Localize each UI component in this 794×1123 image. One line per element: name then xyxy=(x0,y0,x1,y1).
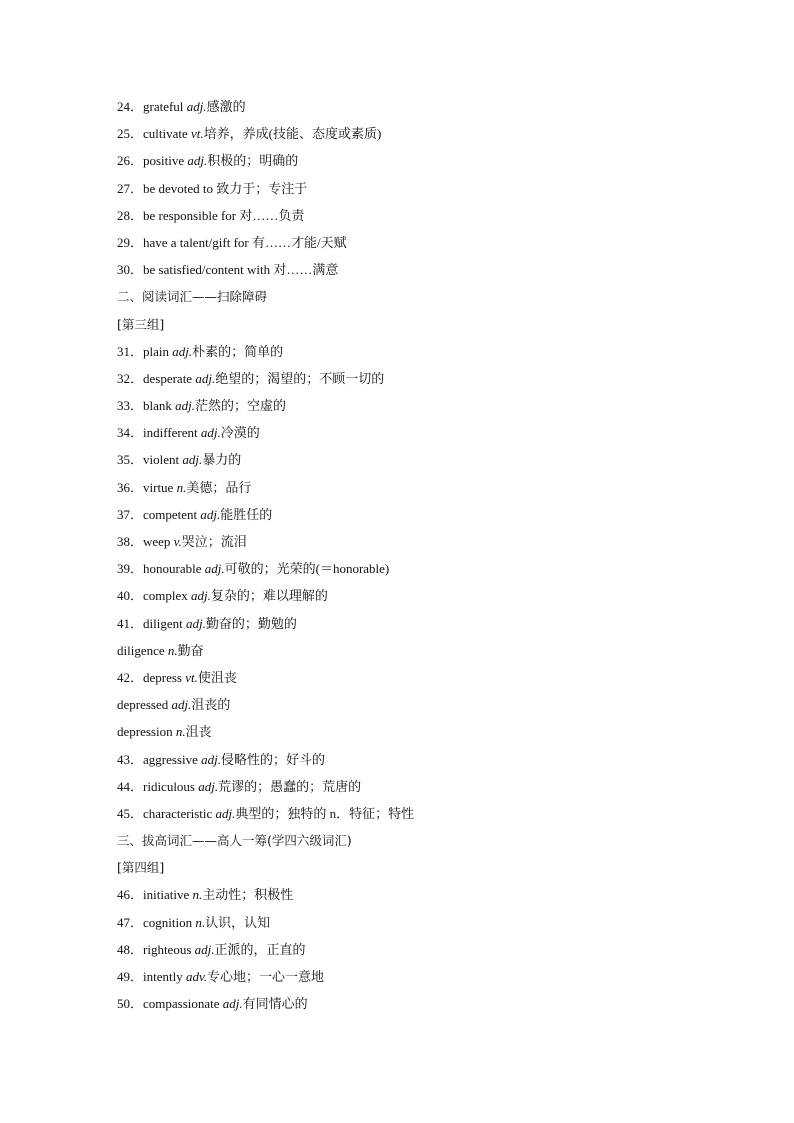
entry-word: 45．characteristic xyxy=(117,805,216,821)
entry-word: 38．weep xyxy=(117,534,174,549)
section-heading xyxy=(117,827,757,854)
part-of-speech: adj. xyxy=(215,805,236,821)
entry-meaning: 美德；品行 xyxy=(186,479,252,495)
part-of-speech: adj. xyxy=(172,343,193,359)
entry-meaning: 侵略性的；好斗的 xyxy=(221,751,326,767)
entry-word: 28．be responsible for 对……负责 xyxy=(117,207,305,223)
entry-word: depression xyxy=(117,724,176,740)
entry-meaning: 主动性；积极性 xyxy=(202,887,294,903)
vocab-entry xyxy=(117,909,757,936)
part-of-speech: adj. xyxy=(195,370,216,386)
part-of-speech: n. xyxy=(192,887,203,903)
entry-meaning: 能胜任的 xyxy=(220,506,273,522)
part-of-speech: adj. xyxy=(191,588,211,604)
part-of-speech: adj. xyxy=(200,425,221,441)
entry-meaning: 沮丧 xyxy=(185,724,212,740)
entry-meaning: 勤奋 xyxy=(177,642,204,658)
derived-word-line xyxy=(117,637,757,664)
vocab-entry xyxy=(117,147,757,174)
vocab-entry xyxy=(117,93,757,120)
derived-word-line xyxy=(117,691,757,718)
entry-meaning: 勤奋的；勤勉的 xyxy=(205,615,297,631)
part-of-speech: adj. xyxy=(200,506,221,522)
entry-word: 47．cognition xyxy=(117,914,196,930)
vocabulary-list xyxy=(117,93,757,1017)
entry-word: 48．righteous xyxy=(117,941,195,957)
part-of-speech: n. xyxy=(167,642,178,658)
part-of-speech: n. xyxy=(176,479,187,495)
part-of-speech: adj. xyxy=(222,996,243,1012)
entry-word: 27．be devoted to 致力于；专注于 xyxy=(117,180,308,196)
part-of-speech: adj. xyxy=(187,153,208,169)
vocab-entry xyxy=(117,202,757,229)
entry-meaning: 暴力的 xyxy=(202,452,242,468)
entry-word: 29．have a talent/gift for 有……才能/天赋 xyxy=(117,234,347,250)
vocab-entry xyxy=(117,175,757,202)
vocab-entry xyxy=(117,419,757,446)
entry-word: 30．be satisfied/content with 对……满意 xyxy=(117,262,339,278)
entry-word: [第四组] xyxy=(117,860,165,876)
entry-meaning: 典型的；独特的 n．特征；特性 xyxy=(235,805,415,821)
part-of-speech: adj. xyxy=(185,615,206,631)
part-of-speech: adj. xyxy=(198,778,219,794)
part-of-speech: adj. xyxy=(171,697,192,713)
entry-word: 36．virtue xyxy=(117,479,177,495)
part-of-speech: adj. xyxy=(175,398,196,414)
vocab-entry xyxy=(117,773,757,800)
entry-meaning: 茫然的；空虚的 xyxy=(195,398,287,414)
entry-meaning: 冷漠的 xyxy=(220,425,260,441)
entry-meaning: 正派的，正直的 xyxy=(214,941,306,957)
entry-word: 46．initiative xyxy=(117,887,193,903)
entry-word: 44．ridiculous xyxy=(117,778,199,794)
entry-word: 二、阅读词汇——扫除障碍 xyxy=(117,289,268,305)
part-of-speech: vt. xyxy=(191,126,204,142)
entry-meaning: 绝望的；渴望的；不顾一切的 xyxy=(215,370,385,386)
vocab-entry xyxy=(117,746,757,773)
entry-word: 50．compassionate xyxy=(117,996,223,1012)
vocab-entry xyxy=(117,963,757,990)
vocab-entry xyxy=(117,256,757,283)
vocab-entry xyxy=(117,501,757,528)
part-of-speech: n. xyxy=(175,724,186,740)
entry-word: 37．competent xyxy=(117,506,201,522)
entry-word: 32．desperate xyxy=(117,370,196,386)
part-of-speech: adj. xyxy=(182,452,203,468)
part-of-speech: adj. xyxy=(204,561,225,577)
entry-word: 33．blank xyxy=(117,398,176,414)
vocab-entry xyxy=(117,338,757,365)
vocab-entry xyxy=(117,229,757,256)
entry-meaning: 培养，养成(技能、态度或素质) xyxy=(203,126,382,142)
entry-word: 31．plain xyxy=(117,343,173,359)
entry-meaning: 哭泣；流泪 xyxy=(181,534,247,549)
entry-word: diligence xyxy=(117,642,168,658)
part-of-speech: adj. xyxy=(201,751,221,767)
vocab-entry xyxy=(117,664,757,691)
group-label xyxy=(117,311,757,338)
vocab-entry xyxy=(117,610,757,637)
entry-word: 42．depress xyxy=(117,669,186,685)
vocab-entry xyxy=(117,474,757,501)
entry-meaning: 沮丧的 xyxy=(191,697,231,713)
entry-meaning: 认识，认知 xyxy=(205,914,271,930)
entry-word: 43．aggressive xyxy=(117,751,202,767)
vocab-entry xyxy=(117,800,757,827)
entry-word: 26．positive xyxy=(117,153,188,169)
entry-meaning: 积极的；明确的 xyxy=(207,153,299,169)
entry-meaning: 荒谬的；愚蠢的；荒唐的 xyxy=(218,778,362,794)
group-label xyxy=(117,854,757,881)
vocab-entry xyxy=(117,528,757,555)
entry-word: 49．intently xyxy=(117,969,186,984)
vocab-entry xyxy=(117,120,757,147)
entry-word: 35．violent xyxy=(117,452,183,468)
entry-meaning: 复杂的；难以理解的 xyxy=(210,588,328,604)
entry-meaning: 专心地；一心一意地 xyxy=(207,969,325,984)
part-of-speech: vt. xyxy=(185,669,198,685)
entry-word: 40．complex xyxy=(117,588,192,604)
vocab-entry xyxy=(117,555,757,582)
vocab-entry xyxy=(117,936,757,963)
entry-word: 24．grateful xyxy=(117,99,187,114)
entry-meaning: 可敬的；光荣的(＝honorable) xyxy=(224,561,390,577)
vocab-entry xyxy=(117,446,757,473)
entry-meaning: 朴素的；简单的 xyxy=(192,343,284,359)
entry-word: 39．honourable xyxy=(117,561,205,577)
vocab-entry xyxy=(117,881,757,908)
derived-word-line xyxy=(117,718,757,745)
vocab-entry xyxy=(117,365,757,392)
entry-word: 41．diligent xyxy=(117,615,186,631)
entry-word: [第三组] xyxy=(117,316,165,332)
part-of-speech: adj. xyxy=(194,941,215,957)
vocab-entry xyxy=(117,990,757,1017)
vocab-entry xyxy=(117,582,757,609)
entry-word: 34．indifferent xyxy=(117,425,201,441)
entry-word: depressed xyxy=(117,697,172,713)
part-of-speech: v. xyxy=(173,534,182,549)
part-of-speech: adv. xyxy=(185,969,208,984)
entry-meaning: 有同情心的 xyxy=(242,996,308,1012)
entry-word: 三、拔高词汇——高人一筹(学四六级词汇) xyxy=(117,833,352,849)
part-of-speech: n. xyxy=(195,914,206,930)
entry-meaning: 使沮丧 xyxy=(197,669,237,685)
entry-word: 25．cultivate xyxy=(117,126,192,142)
vocab-entry xyxy=(117,392,757,419)
part-of-speech: adj. xyxy=(186,99,207,114)
section-heading xyxy=(117,283,757,310)
entry-meaning: 感激的 xyxy=(206,99,246,114)
